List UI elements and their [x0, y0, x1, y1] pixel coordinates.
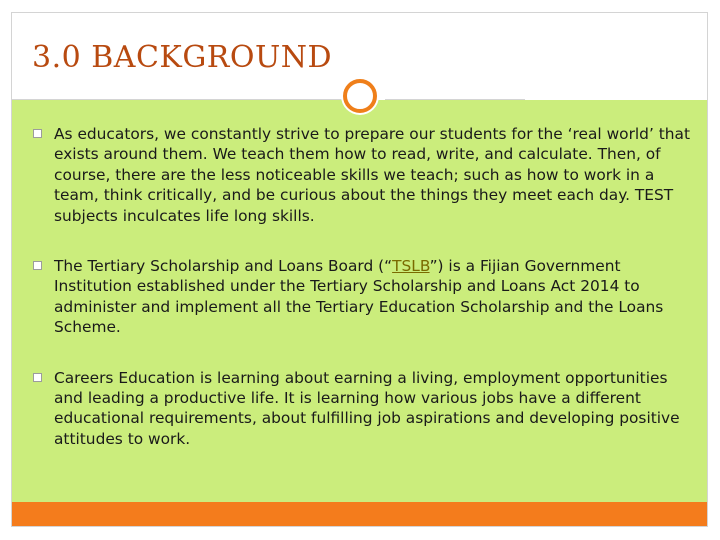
square-bullet-icon	[33, 129, 42, 138]
slide-title: 3.0 BACKGROUND	[32, 40, 333, 75]
square-bullet-icon	[33, 261, 42, 270]
bullet-text-after: ”) is a Fijian Government Institution established under the Tertiary Scholarship and Loans Act 2014 to administer and implement all the Tertiary Education Scholarship and the Loans Scheme.	[54, 257, 664, 337]
bullet-item-tslb	[33, 256, 695, 338]
bullet-item-educators	[33, 124, 695, 226]
square-bullet-icon	[33, 373, 42, 382]
bottom-accent-bar	[12, 502, 707, 526]
bullet-list	[33, 124, 695, 479]
bullet-text-before: The Tertiary Scholarship and Loans Board (“	[54, 257, 393, 276]
tslb-link[interactable]: TSLB	[392, 257, 430, 276]
bullet-text: Careers Education is learning about earning a living, employment opportunities and leading a productive life. It is learning how various jobs have a different educational requirements, about fulfilling job aspirations and developing positive attitudes to work.	[54, 368, 680, 448]
bullet-item-careers	[33, 368, 695, 450]
circle-ornament-icon	[343, 79, 377, 113]
bullet-text: As educators, we constantly strive to prepare our students for the ‘real world’ that exists around them. We teach them how to read, write, and calculate. Then, of course, there are the less noticeable skills we teach; such as how to work in a team, think critically, and be curious about the things they meet each day. TEST subjects inculcates life long skills.	[54, 125, 690, 225]
